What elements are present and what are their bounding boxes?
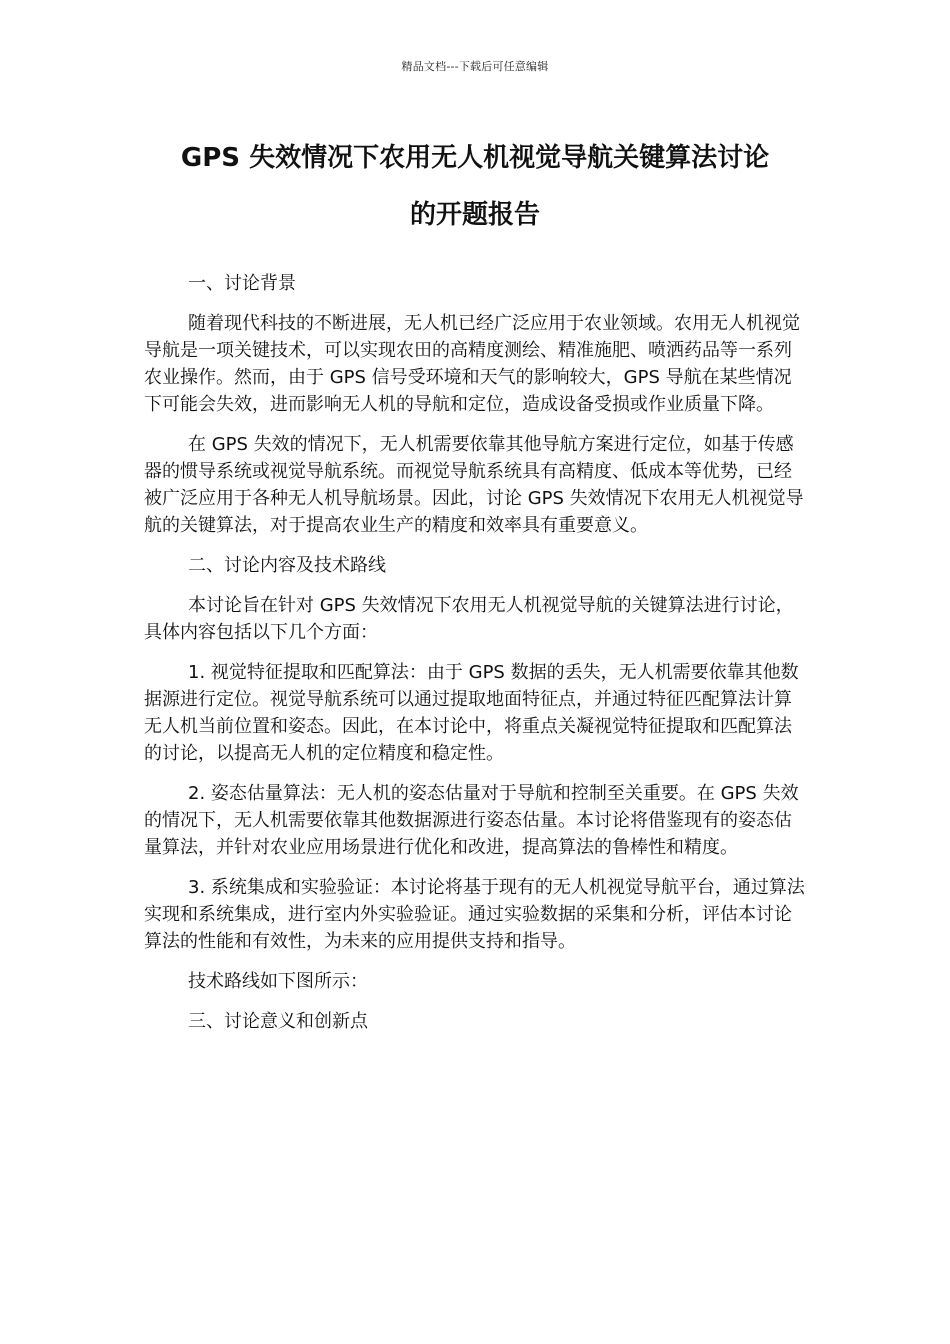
section-heading-content-route: 二、讨论内容及技术路线 bbox=[188, 555, 386, 576]
paragraph-item-1: 1. 视觉特征提取和匹配算法：由于 GPS 数据的丢失，无人机需要依靠其他数据源进行定位。视觉导航系统可以通过提取地面特征点，并通过特征匹配算法计算无人机当前位置和姿态。因此，在本讨论中，将重点关凝视觉特征提取和匹配算法的讨论，以提高无人机的定位精度和稳定性。 bbox=[144, 662, 799, 764]
paragraph-item-3: 3. 系统集成和实验验证：本讨论将基于现有的无人机视觉导航平台，通过算法实现和系统集成，进行室内外实验验证。通过实验数据的采集和分析，评估本讨论算法的性能和有效性，为未来的应用提供支持和指导。 bbox=[144, 877, 805, 952]
document-body bbox=[144, 270, 806, 1048]
section-heading-background: 一、讨论背景 bbox=[188, 273, 296, 294]
page-header: 精品文档---下载后可任意编辑 bbox=[401, 60, 549, 73]
paragraph-item-2: 2. 姿态估量算法：无人机的姿态估量对于导航和控制至关重要。在 GPS 失效的情况下，无人机需要依靠其他数据源进行姿态估量。本讨论将借鉴现有的姿态估量算法，并针对农业应用场景进行优化和改进，提高算法的鲁棒性和精度。 bbox=[144, 783, 799, 858]
paragraph-tech-route: 技术路线如下图所示： bbox=[188, 971, 368, 992]
paragraph-content-intro: 本讨论旨在针对 GPS 失效情况下农用无人机视觉导航的关键算法进行讨论，具体内容包括以下几个方面： bbox=[144, 595, 794, 643]
document-title-line-1: GPS 失效情况下农用无人机视觉导航关键算法讨论 bbox=[180, 143, 770, 173]
document-title-line-2: 的开题报告 bbox=[409, 200, 540, 230]
section-heading-significance: 三、讨论意义和创新点 bbox=[188, 1011, 368, 1032]
paragraph-background-2: 在 GPS 失效的情况下，无人机需要依靠其他导航方案进行定位，如基于传感器的惯导系统或视觉导航系统。而视觉导航系统具有高精度、低成本等优势，已经被广泛应用于各种无人机导航场景。因此，讨论 GPS 失效情况下农用无人机视觉导航的关键算法，对于提高农业生产的精度和效率具有重要意义。 bbox=[144, 434, 804, 536]
paragraph-background-1: 随着现代科技的不断进展，无人机已经广泛应用于农业领域。农用无人机视觉导航是一项关键技术，可以实现农田的高精度测绘、精准施肥、喷洒药品等一系列农业操作。然而，由于 GPS 信号受环境和天气的影响较大，GPS 导航在某些情况下可能会失效，进而影响无人机的导航和定位，造成设备受损或作业质量下降。 bbox=[144, 313, 800, 415]
